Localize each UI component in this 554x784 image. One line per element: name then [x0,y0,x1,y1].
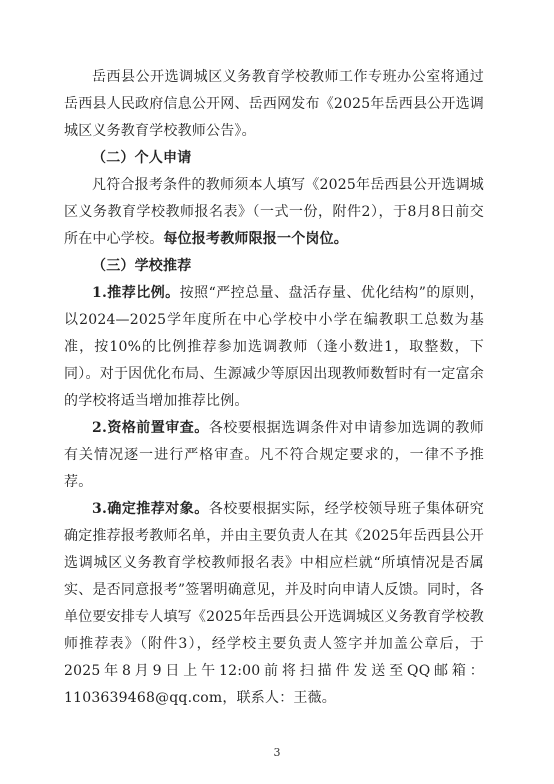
document-body [64,64,484,712]
page-number: 3 [273,746,281,759]
item-body-ratio: 按照“严控总量、盘活存量、优化结构”的原则，以2024—2025学年度所在中心学校中小学在编教职工总数为基准，按10%的比例推荐参加选调教师（逢小数进1，取整数，下同）。对于因优化布局、生源减少等原因出现教师数暂时有一定富余的学校将适当增加推荐比例。 [64,285,485,409]
item-title-review: 2.资格前置审查。 [92,420,209,436]
item-title-ratio: 1.推荐比例。 [92,285,180,301]
paragraph-personal-application [64,172,484,253]
paragraph-announcement: 岳西县公开选调城区义务教育学校教师工作专班办公室将通过岳西县人民政府信息公开网、岳西网发布《2025年岳西县公开选调城区义务教育学校教师公告》。 [64,69,484,139]
paragraph-determine-candidates [64,496,484,712]
paragraph-recommendation-ratio [64,280,484,415]
item-body-review: 各校要根据选调条件对申请参加选调的教师有关情况逐一进行严格审查。凡不符合规定要求的，一律不予推荐。 [64,420,484,490]
item-title-determine: 3.确定推荐对象。 [92,501,209,517]
paragraph-qualification-review [64,415,484,496]
application-text: 凡符合报考条件的教师须本人填写《2025年岳西县公开选调城区义务教育学校教师报名表》（一式一份，附件2），于8月8日前交所在中心学校。 [64,177,484,247]
item-body-determine: 各校要根据实际，经学校领导班子集体研究确定推荐报考教师名单，并由主要负责人在其《2025年岳西县公开选调城区义务教育学校教师报名表》中相应栏就“所填情况是否属实、是否同意报考”签署明确意见，并及时向申请人反馈。同时，各单位要安排专人填写《2025年岳西县公开选调城区义务教育学校教师推荐表》（附件3），经学校主要负责人签字并加盖公章后，于2025年8月9日上午12:00前将扫描件发送至QQ邮箱：1103639468@qq.com，联系人：王薇。 [64,501,484,706]
section-heading-personal-application: （二）个人申请 [92,150,192,166]
application-limit-note: 每位报考教师限报一个岗位。 [163,231,349,247]
section-heading-school-recommendation: （三）学校推荐 [92,258,192,274]
